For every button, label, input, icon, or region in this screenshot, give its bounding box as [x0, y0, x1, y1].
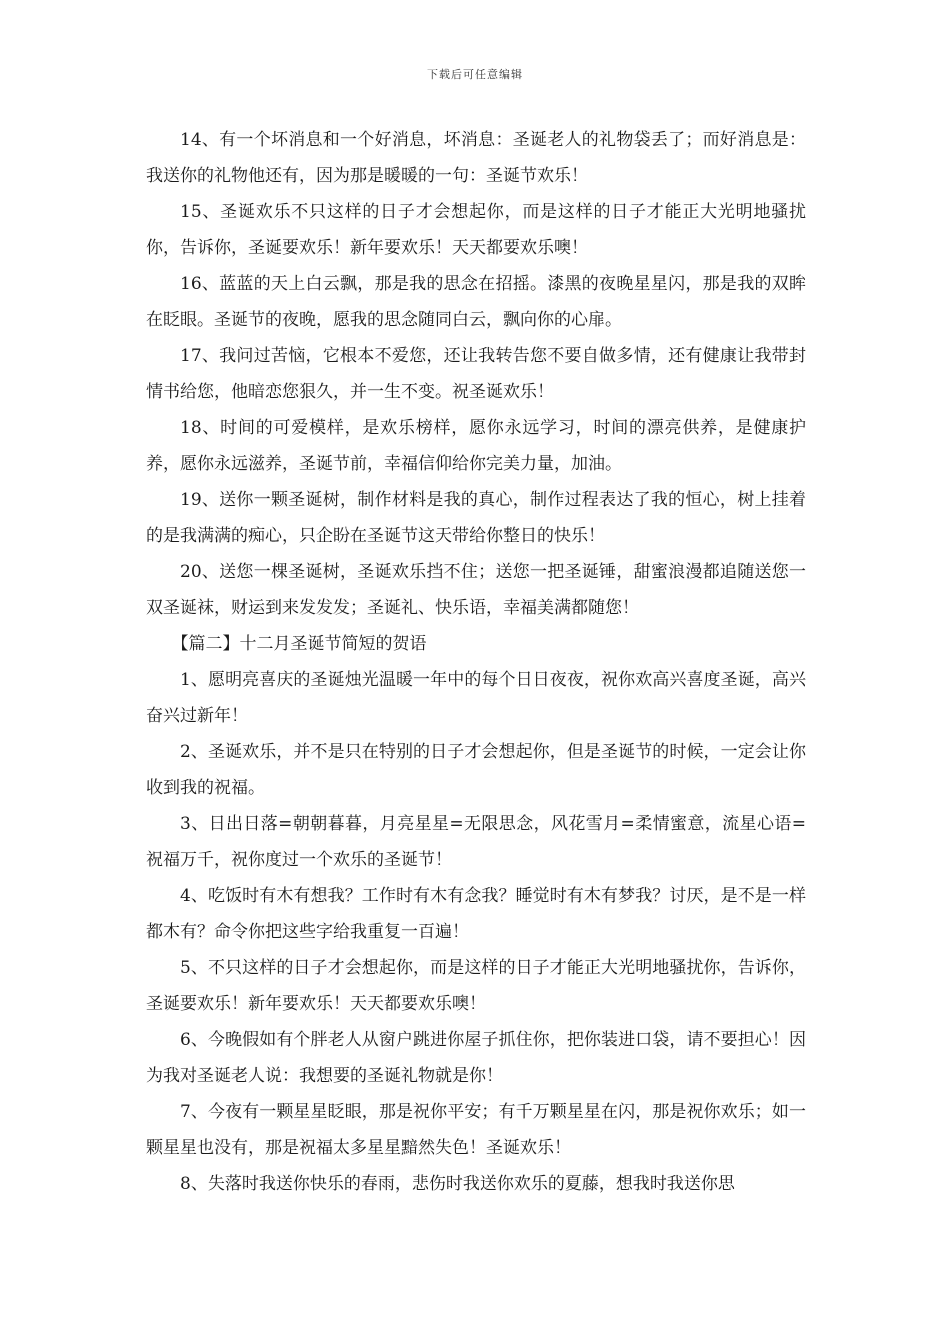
greeting-3: 3、日出日落=朝朝暮暮，月亮星星=无限思念，风花雪月=柔情蜜意，流星心语=祝福万千，祝你度过一个欢乐的圣诞节！: [146, 814, 806, 870]
greeting-7: 7、今夜有一颗星星眨眼，那是祝你平安；有千万颗星星在闪，那是祝你欢乐；如一颗星星也没有，那是祝福太多星星黯然失色！圣诞欢乐！: [146, 1102, 806, 1158]
section-heading: 【篇二】十二月圣诞节简短的贺语: [171, 634, 427, 654]
greeting-6: 6、今晚假如有个胖老人从窗户跳进你屋子抓住你，把你装进口袋，请不要担心！因为我对圣诞老人说：我想要的圣诞礼物就是你！: [146, 1030, 806, 1086]
paragraph-15: 15、圣诞欢乐不只这样的日子才会想起你，而是这样的日子才能正大光明地骚扰你，告诉你，圣诞要欢乐！新年要欢乐！天天都要欢乐噢！: [146, 202, 806, 258]
paragraph-16: 16、蓝蓝的天上白云飘，那是我的思念在招摇。漆黑的夜晚星星闪，那是我的双眸在眨眼。圣诞节的夜晚，愿我的思念随同白云，飘向你的心扉。: [146, 274, 806, 330]
greeting-8: 8、失落时我送你快乐的春雨，悲伤时我送你欢乐的夏藤，想我时我送你思: [180, 1174, 735, 1194]
paragraph-18: 18、时间的可爱模样，是欢乐榜样，愿你永远学习，时间的漂亮供养，是健康护养，愿你永远滋养，圣诞节前，幸福信仰给你完美力量，加油。: [146, 418, 806, 474]
paragraph-17: 17、我问过苦恼，它根本不爱您，还让我转告您不要自做多情，还有健康让我带封情书给您，他暗恋您狠久，并一生不变。祝圣诞欢乐！: [146, 346, 806, 402]
greeting-1: 1、愿明亮喜庆的圣诞烛光温暖一年中的每个日日夜夜，祝你欢高兴喜度圣诞，高兴奋兴过新年！: [146, 670, 806, 726]
greeting-5: 5、不只这样的日子才会想起你，而是这样的日子才能正大光明地骚扰你，告诉你，圣诞要欢乐！新年要欢乐！天天都要欢乐噢！: [146, 958, 806, 1014]
greeting-2: 2、圣诞欢乐，并不是只在特别的日子才会想起你，但是圣诞节的时候，一定会让你收到我的祝福。: [146, 742, 806, 798]
paragraph-14: 14、有一个坏消息和一个好消息，坏消息：圣诞老人的礼物袋丢了；而好消息是：我送你的礼物他还有，因为那是暖暖的一句：圣诞节欢乐！: [146, 130, 806, 186]
greeting-4: 4、吃饭时有木有想我？工作时有木有念我？睡觉时有木有梦我？讨厌，是不是一样都木有？命令你把这些字给我重复一百遍！: [146, 886, 806, 942]
paragraph-20: 20、送您一棵圣诞树，圣诞欢乐挡不住；送您一把圣诞锤，甜蜜浪漫都追随送您一双圣诞袜，财运到来发发发；圣诞礼、快乐语，幸福美满都随您！: [146, 562, 806, 618]
paragraph-19: 19、送你一颗圣诞树，制作材料是我的真心，制作过程表达了我的恒心，树上挂着的是我满满的痴心，只企盼在圣诞节这天带给你整日的快乐！: [146, 490, 806, 546]
page-header: 下载后可任意编辑: [427, 68, 523, 81]
document-body: [146, 122, 806, 1202]
